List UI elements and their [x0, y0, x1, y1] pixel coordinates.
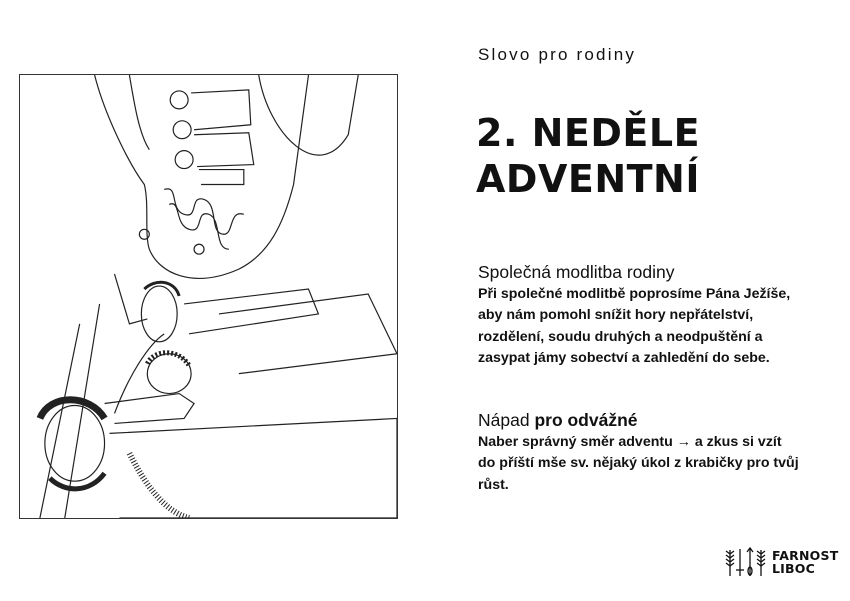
- sword-icon: [736, 549, 744, 576]
- body-line: Naber správný směr adventu → a zkus si vzít: [478, 434, 782, 450]
- logo-line-2: LIBOC: [772, 561, 815, 576]
- section-body-idea: [478, 432, 808, 496]
- title-line-1: 2. NEDĚLE: [476, 111, 701, 155]
- body-line: do příští mše sv. nějaký úkol z krabičky pro tvůj: [478, 455, 799, 472]
- body-line: aby nám pomohl snížit hory nepřátelství,: [478, 307, 754, 324]
- logo-line-1: FARNOST: [772, 548, 839, 563]
- body-line: růst.: [478, 476, 509, 493]
- section-body-family-prayer: [478, 284, 808, 369]
- family-pointing-illustration-icon: [20, 75, 397, 518]
- body-line: zasypat jámy sobectví a zahledění do sebe.: [478, 349, 770, 366]
- section-heading-family-prayer: Společná modlitba rodiny: [478, 262, 675, 282]
- page-kicker: Slovo pro rodiny: [478, 45, 637, 64]
- heading-regular-part: Nápad: [478, 410, 535, 430]
- heading-bold-part: pro odvážné: [534, 410, 638, 430]
- wheat-icon: [757, 550, 765, 576]
- wheat-icon: [726, 550, 734, 576]
- logo-text: [772, 549, 838, 575]
- title-line-2: ADVENTNÍ: [476, 157, 700, 201]
- logo-emblem-icon: [724, 546, 768, 578]
- parish-logo: [724, 546, 838, 578]
- body-line: Při společné modlitbě poprosíme Pána Ježíše,: [478, 286, 791, 302]
- spear-icon: [747, 548, 753, 576]
- body-line: rozdělení, soudu druhých a neodpuštění a: [478, 328, 763, 345]
- page-title: [476, 110, 700, 202]
- section-heading-idea: [478, 410, 638, 431]
- illustration-frame: [19, 74, 398, 519]
